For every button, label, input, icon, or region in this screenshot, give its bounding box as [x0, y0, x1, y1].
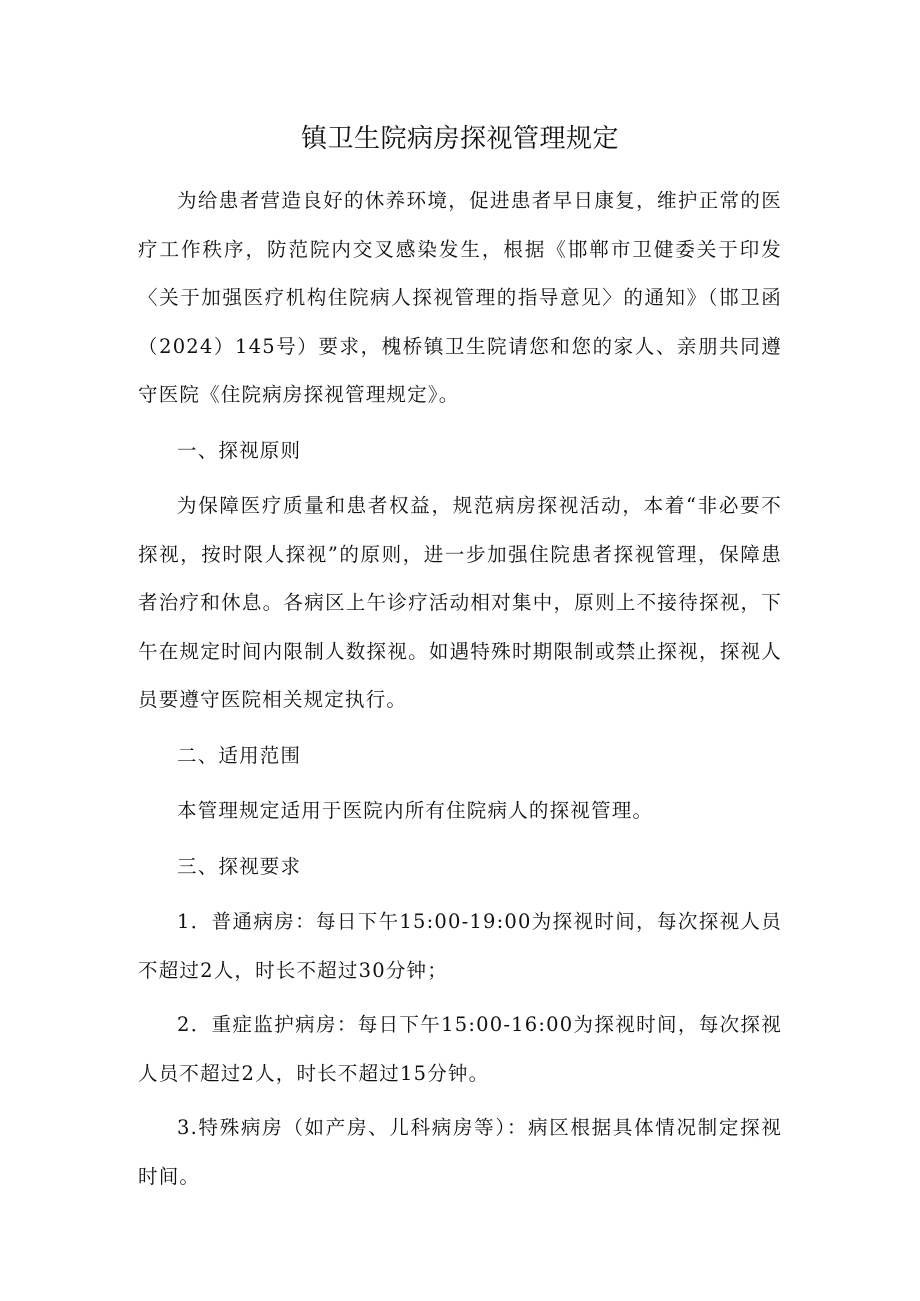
requirement-general-ward: 1．普通病房：每日下午15:00-19:00为探视时间，每次探视人员不超过2人，时长不超过30分钟；	[138, 910, 782, 982]
section-heading-scope: 二、适用范围	[177, 743, 302, 767]
requirement-special-ward: 3.特殊病房（如产房、儿科病房等）：病区根据具体情况制定探视时间。	[138, 1116, 782, 1188]
section-heading-principles: 一、探视原则	[177, 438, 302, 462]
scope-paragraph: 本管理规定适用于医院内所有住院病人的探视管理。	[177, 799, 654, 822]
intro-paragraph: 为给患者营造良好的休养环境，促进患者早日康复，维护正常的医疗工作秩序，防范院内交叉感染发生，根据《邯郸市卫健委关于印发〈关于加强医疗机构住院病人探视管理的指导意见〉的通知》（邯卫函（2024）145号）要求，槐桥镇卫生院请您和您的家人、亲朋共同遵守医院《住院病房探视管理规定》。	[138, 189, 782, 406]
principles-paragraph: 为保障医疗质量和患者权益，规范病房探视活动，本着“非必要不探视，按时限人探视”的原则，进一步加强住院患者探视管理，保障患者治疗和休息。各病区上午诊疗活动相对集中，原则上不接待探视，下午在规定时间内限制人数探视。如遇特殊时期限制或禁止探视，探视人员要遵守医院相关规定执行。	[138, 494, 782, 711]
document-title: 镇卫生院病房探视管理规定	[300, 124, 619, 154]
requirement-icu: 2．重症监护病房：每日下午15:00-16:00为探视时间，每次探视人员不超过2人，时长不超过15分钟。	[138, 1013, 782, 1085]
section-heading-requirements: 三、探视要求	[177, 854, 302, 878]
